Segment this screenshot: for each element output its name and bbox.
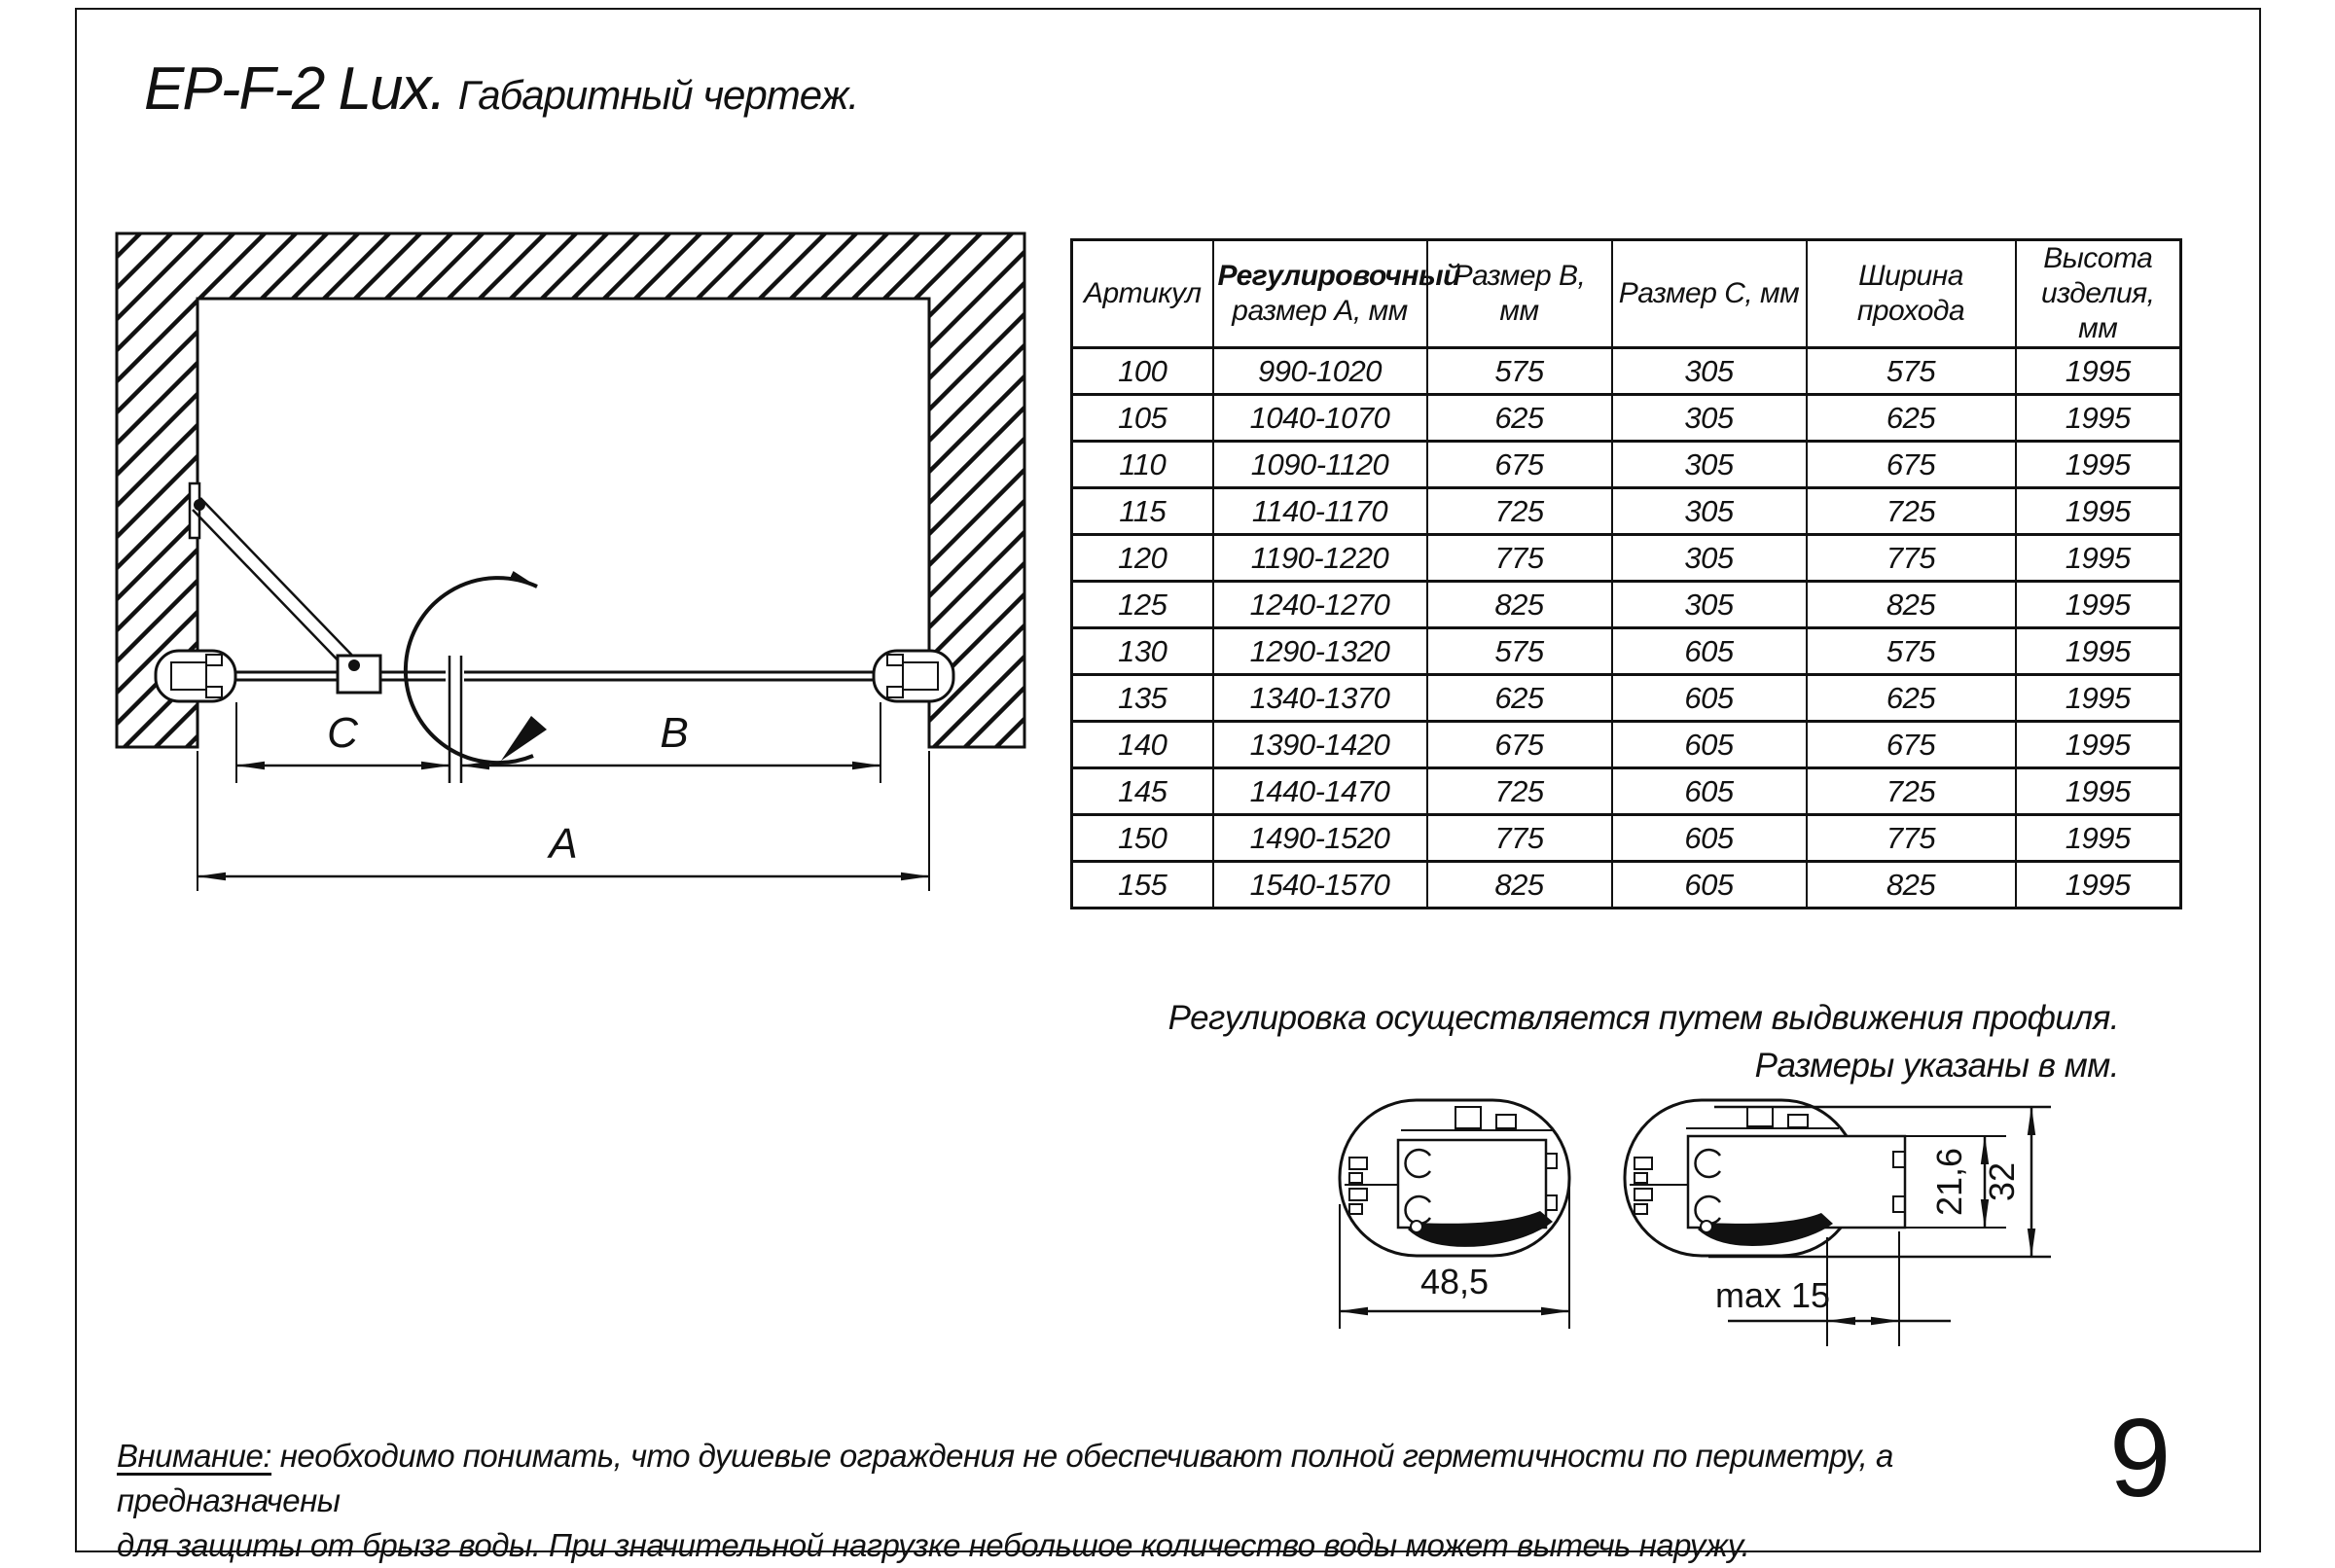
table-cell: 1995 bbox=[2016, 768, 2181, 815]
warning-line-2: для защиты от брызг воды. При значительной нагрузке небольшое количество воды может вытечь наружу. bbox=[117, 1527, 1750, 1563]
warning-line-1 bbox=[117, 1434, 2053, 1523]
table-cell: 1540-1570 bbox=[1213, 862, 1427, 909]
table-cell: 155 bbox=[1072, 862, 1213, 909]
column-header-size-c: Размер С, мм bbox=[1612, 240, 1807, 348]
table-row bbox=[1072, 862, 2181, 909]
table-cell: 105 bbox=[1072, 395, 1213, 442]
table-cell: 125 bbox=[1072, 582, 1213, 628]
table-row bbox=[1072, 582, 2181, 628]
column-header-passage: Ширина прохода bbox=[1807, 240, 2016, 348]
table-row bbox=[1072, 488, 2181, 535]
header-row bbox=[1072, 240, 2181, 348]
dim-b-label: B bbox=[660, 709, 689, 757]
table-cell: 1240-1270 bbox=[1213, 582, 1427, 628]
table-cell: 605 bbox=[1612, 768, 1807, 815]
table-cell: 130 bbox=[1072, 628, 1213, 675]
table-cell: 1995 bbox=[2016, 628, 2181, 675]
table-cell: 140 bbox=[1072, 722, 1213, 768]
warning-text bbox=[117, 1434, 2053, 1568]
table-cell: 1995 bbox=[2016, 722, 2181, 768]
table-row bbox=[1072, 348, 2181, 395]
table-cell: 110 bbox=[1072, 442, 1213, 488]
table-cell: 625 bbox=[1807, 395, 2016, 442]
table-cell: 1390-1420 bbox=[1213, 722, 1427, 768]
table-cell: 1340-1370 bbox=[1213, 675, 1427, 722]
table-cell: 1040-1070 bbox=[1213, 395, 1427, 442]
profile-width-label: 48,5 bbox=[1419, 1262, 1490, 1301]
table-row bbox=[1072, 395, 2181, 442]
table-cell: 725 bbox=[1807, 488, 2016, 535]
table-row bbox=[1072, 768, 2181, 815]
table-cell: 675 bbox=[1807, 722, 2016, 768]
wall-mount-bracket-right bbox=[874, 651, 953, 701]
table-cell: 305 bbox=[1612, 348, 1807, 395]
table-cell: 725 bbox=[1427, 768, 1612, 815]
table-cell: 1995 bbox=[2016, 395, 2181, 442]
table-cell: 725 bbox=[1807, 768, 2016, 815]
table-cell: 990-1020 bbox=[1213, 348, 1427, 395]
table-cell: 115 bbox=[1072, 488, 1213, 535]
table-cell: 1140-1170 bbox=[1213, 488, 1427, 535]
table-cell: 625 bbox=[1807, 675, 2016, 722]
drawing-type-label: Габаритный чертеж. bbox=[457, 72, 859, 118]
table-cell: 775 bbox=[1807, 815, 2016, 862]
table-cell: 305 bbox=[1612, 442, 1807, 488]
table-cell: 605 bbox=[1612, 628, 1807, 675]
table-cell: 775 bbox=[1427, 815, 1612, 862]
table-cell: 625 bbox=[1427, 395, 1612, 442]
dim-c-label: C bbox=[327, 709, 358, 757]
table-cell: 1090-1120 bbox=[1213, 442, 1427, 488]
wall-mount-bracket-left bbox=[156, 651, 235, 701]
table-cell: 150 bbox=[1072, 815, 1213, 862]
warning-line-1-rest: необходимо понимать, что душевые ограждения не обеспечивают полной герметичности по периметру, а предназначены bbox=[117, 1438, 1893, 1518]
table-cell: 575 bbox=[1807, 348, 2016, 395]
table-cell: 100 bbox=[1072, 348, 1213, 395]
table-cell: 725 bbox=[1427, 488, 1612, 535]
model-name: EP-F-2 Lux. bbox=[144, 55, 445, 123]
table-row bbox=[1072, 815, 2181, 862]
door-swing-arc bbox=[406, 578, 547, 763]
table-cell: 1440-1470 bbox=[1213, 768, 1427, 815]
table-cell: 605 bbox=[1612, 862, 1807, 909]
page-number: 9 bbox=[2109, 1397, 2172, 1520]
table-cell: 1995 bbox=[2016, 582, 2181, 628]
table-cell: 775 bbox=[1427, 535, 1612, 582]
outer-height-label: 32 bbox=[1982, 1161, 2022, 1202]
table-cell: 305 bbox=[1612, 582, 1807, 628]
table-cell: 605 bbox=[1612, 722, 1807, 768]
table-cell: 135 bbox=[1072, 675, 1213, 722]
dimension-a bbox=[198, 751, 929, 891]
size-table-wrap bbox=[1070, 238, 2182, 909]
table-cell: 1995 bbox=[2016, 348, 2181, 395]
column-header-size-b: Размер В, мм bbox=[1427, 240, 1612, 348]
size-table bbox=[1070, 238, 2182, 909]
table-cell: 825 bbox=[1807, 582, 2016, 628]
table-cell: 825 bbox=[1807, 862, 2016, 909]
table-cell: 605 bbox=[1612, 675, 1807, 722]
table-cell: 1190-1220 bbox=[1213, 535, 1427, 582]
table-cell: 675 bbox=[1807, 442, 2016, 488]
size-a-bold-line: Регулировочный bbox=[1217, 260, 1460, 292]
dim-a-label: A bbox=[549, 820, 578, 868]
column-header-article: Артикул bbox=[1072, 240, 1213, 348]
table-cell: 825 bbox=[1427, 862, 1612, 909]
table-cell: 825 bbox=[1427, 582, 1612, 628]
max-adjust-label: max 15 bbox=[1714, 1275, 1831, 1315]
profile-section-extended bbox=[1625, 1100, 1905, 1256]
table-cell: 1995 bbox=[2016, 442, 2181, 488]
size-a-rest-line: размер А, мм bbox=[1232, 295, 1408, 327]
column-header-size-a bbox=[1213, 240, 1460, 348]
table-cell: 305 bbox=[1612, 395, 1807, 442]
table-cell: 1995 bbox=[2016, 862, 2181, 909]
table-cell: 1290-1320 bbox=[1213, 628, 1427, 675]
table-cell: 675 bbox=[1427, 442, 1612, 488]
warning-label: Внимание: bbox=[117, 1438, 272, 1474]
table-cell: 1995 bbox=[2016, 675, 2181, 722]
table-cell: 575 bbox=[1807, 628, 2016, 675]
arc-arrowhead bbox=[501, 716, 547, 761]
table-row bbox=[1072, 442, 2181, 488]
table-cell: 575 bbox=[1427, 348, 1612, 395]
table-cell: 575 bbox=[1427, 628, 1612, 675]
table-cell: 1490-1520 bbox=[1213, 815, 1427, 862]
table-cell: 675 bbox=[1427, 722, 1612, 768]
table-cell: 145 bbox=[1072, 768, 1213, 815]
profile-section-retracted bbox=[1340, 1100, 1569, 1256]
table-row bbox=[1072, 535, 2181, 582]
column-header-height: Высота изделия, мм bbox=[2016, 240, 2181, 348]
note-line-1: Регулировка осуществляется путем выдвижения профиля. bbox=[1168, 999, 2119, 1037]
table-cell: 1995 bbox=[2016, 815, 2181, 862]
table-row bbox=[1072, 722, 2181, 768]
table-body bbox=[1072, 348, 2181, 909]
table-cell: 775 bbox=[1807, 535, 2016, 582]
adjustment-notes bbox=[1168, 994, 2119, 1089]
note-line-2: Размеры указаны в мм. bbox=[1754, 1047, 2119, 1085]
table-row bbox=[1072, 628, 2181, 675]
inner-height-label: 21,6 bbox=[1929, 1147, 1969, 1217]
table-cell: 305 bbox=[1612, 488, 1807, 535]
table-cell: 305 bbox=[1612, 535, 1807, 582]
table-cell: 625 bbox=[1427, 675, 1612, 722]
table-cell: 1995 bbox=[2016, 488, 2181, 535]
table-row bbox=[1072, 675, 2181, 722]
table-cell: 1995 bbox=[2016, 535, 2181, 582]
table-cell: 605 bbox=[1612, 815, 1807, 862]
table-cell: 120 bbox=[1072, 535, 1213, 582]
